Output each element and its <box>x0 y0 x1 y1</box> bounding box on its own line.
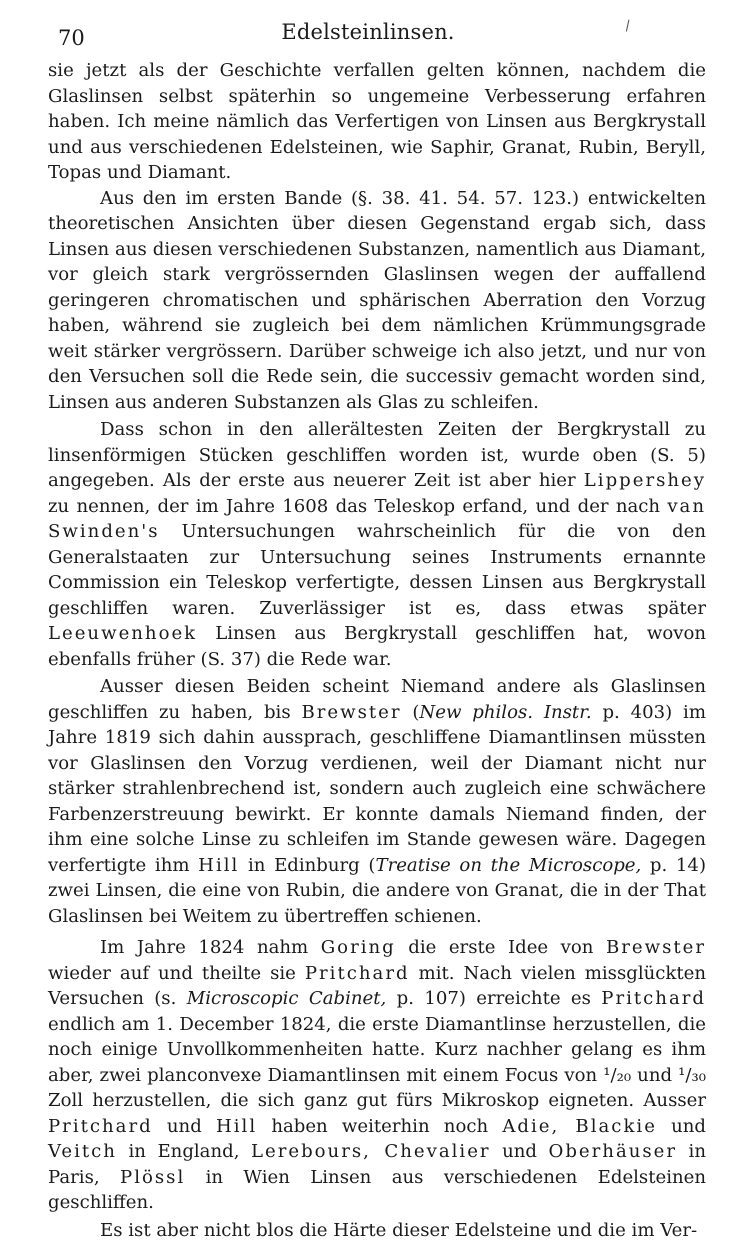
text-run: sie jetzt als der Geschichte verfallen gelten können, nachdem die Glaslinsen selbst späterhin so ungemeine Verbesserung erfahren haben. Ich meine nämlich das Verfertigen von Linsen aus Bergkrystall und aus verschiedenen Edelsteinen, wie Saphir, Granat, Rubin, Beryll, Topas und Diamant. <box>48 60 706 183</box>
page-number: 70 <box>58 26 85 50</box>
spaced-name: van Swinden's <box>48 496 706 543</box>
spaced-name: Plössl <box>120 1167 185 1188</box>
paragraph-4 <box>48 674 706 929</box>
text-run: Es ist aber nicht blos die Härte dieser Edelsteine und die im Ver- <box>100 1220 697 1241</box>
text-run: Im Jahre 1824 nahm <box>100 937 321 958</box>
text-run: haben weiterhin noch <box>257 1116 502 1137</box>
fraction: ¹/₃₀ <box>678 1065 706 1086</box>
italic-title: Microscopic Cabinet, <box>187 988 387 1009</box>
spaced-name: Lerebours, Chevalier <box>251 1141 491 1162</box>
spaced-name: Pritchard <box>601 988 706 1009</box>
spaced-name: Hill <box>198 855 239 876</box>
spaced-name: Hill <box>216 1116 257 1137</box>
spaced-name: Lippershey <box>584 470 706 491</box>
text-run: p. 107) erreichte es <box>386 988 601 1009</box>
paragraph-3 <box>48 417 706 672</box>
text-run: in Wien Linsen aus verschiedenen Edelsteinen geschliffen. <box>48 1167 706 1214</box>
text-run: und <box>491 1141 549 1162</box>
text-run: ( <box>402 702 420 723</box>
spaced-name: Goring <box>321 937 396 958</box>
spaced-name: Pritchard <box>305 963 410 984</box>
paragraph-5 <box>48 935 706 1216</box>
text-run: Zoll herzustellen, die sich ganz gut fürs Mikroskop eigneten. Ausser <box>48 1090 706 1111</box>
text-run: die erste Idee von <box>396 937 606 958</box>
spaced-name: Brewster <box>606 937 706 958</box>
text-run: in Paris, <box>48 1141 706 1188</box>
spaced-name: Leeuwenhoek <box>48 623 197 644</box>
stray-mark: \ <box>621 18 633 34</box>
italic-title: Treatise on the Microscope, <box>376 855 642 876</box>
italic-title: New philos. Instr. <box>419 702 591 723</box>
text-run: Untersuchungen wahrscheinlich für die von den Generalstaaten zur Untersuchung seines Instruments ernannte Commission ein Teleskop verfertigte, dessen Linsen aus Bergkrystall geschliffen waren. Zuverlässiger ist es, dass etwas später <box>48 521 706 619</box>
text-run: p. 14) zwei Linsen, die eine von Rubin, die andere von Granat, die in der That Glaslinsen bei Weitem zu übertreffen schienen. <box>48 855 706 927</box>
text-run: mit. Nach vielen missglückten Versuchen (s. <box>48 963 706 1010</box>
text-run: in Edinburg ( <box>239 855 375 876</box>
text-run: Dass schon in den allerältesten Zeiten der Bergkrystall zu linsenförmigen Stücken geschliffen worden ist, wurde oben (S. 5) angegeben. Als der erste aus neuerer Zeit ist aber hier <box>48 419 706 491</box>
text-run: in England, <box>117 1141 251 1162</box>
text-run: und <box>631 1065 678 1086</box>
text-run: endlich am 1. December 1824, die erste Diamantlinse herzustellen, die noch einige Unvollkommenheiten hatte. Kurz nachher gelang es ihm aber, zwei planconvexe Diamantlinsen mit einem Focus von <box>48 1014 706 1086</box>
running-title: Edelsteinlinsen. <box>0 20 736 44</box>
spaced-name: Veitch <box>48 1141 117 1162</box>
text-run: Linsen aus Bergkrystall geschliffen hat, wovon ebenfalls früher (S. 37) die Rede war. <box>48 623 706 670</box>
spaced-name: Oberhäuser <box>549 1141 678 1162</box>
text-run: Aus den im ersten Bande (§. 38. 41. 54. 57. 123.) entwickelten theoretischen Ansichten über diesen Gegenstand ergab sich, dass Linsen aus diesen verschiedenen Substanzen, namentlich aus Diamant, vor gleich stark vergrössernden Glaslinsen wegen der auffallend geringeren chromatischen und sphärischen Aberration den Vorzug haben, während sie zugleich bei dem nämlichen Krümmungsgrade weit stärker vergrössern. Darüber schweige ich also jetzt, und nur von den Versuchen soll die Rede sein, die successiv gemacht worden sind, Linsen aus anderen Substanzen als Glas zu schleifen. <box>48 188 706 413</box>
text-run: p. 403) im Jahre 1819 sich dahin aussprach, geschliffene Diamantlinsen müssten vor Glaslinsen den Vorzug verdienen, weil der Diamant nicht nur stärker strahlenbrechend ist, sondern auch zugleich eine schwächere Farbenzerstreuung bewirkt. Er konnte damals Niemand finden, der ihm eine solche Linse zu schleifen im Stande gewesen wäre. Dagegen verfertigte ihm <box>48 702 706 876</box>
spaced-name: Brewster <box>301 702 401 723</box>
text-run: zu nennen, der im Jahre 1608 das Teleskop erfand, und der nach <box>48 496 667 517</box>
text-run: und <box>153 1116 216 1137</box>
text-run: und <box>657 1116 706 1137</box>
paragraph-1 <box>48 58 706 186</box>
spaced-name: Pritchard <box>48 1116 153 1137</box>
fraction: ¹/₂₀ <box>603 1065 631 1086</box>
spaced-name: Adie, Blackie <box>502 1116 657 1137</box>
text-run: wieder auf und theilte sie <box>48 963 305 984</box>
paragraph-6 <box>48 1218 706 1243</box>
text-run: Ausser diesen Beiden scheint Niemand andere als Glaslinsen geschliffen zu haben, bis <box>48 676 706 723</box>
paragraph-2 <box>48 186 706 416</box>
page-header <box>0 18 736 52</box>
body-text <box>48 58 706 1243</box>
